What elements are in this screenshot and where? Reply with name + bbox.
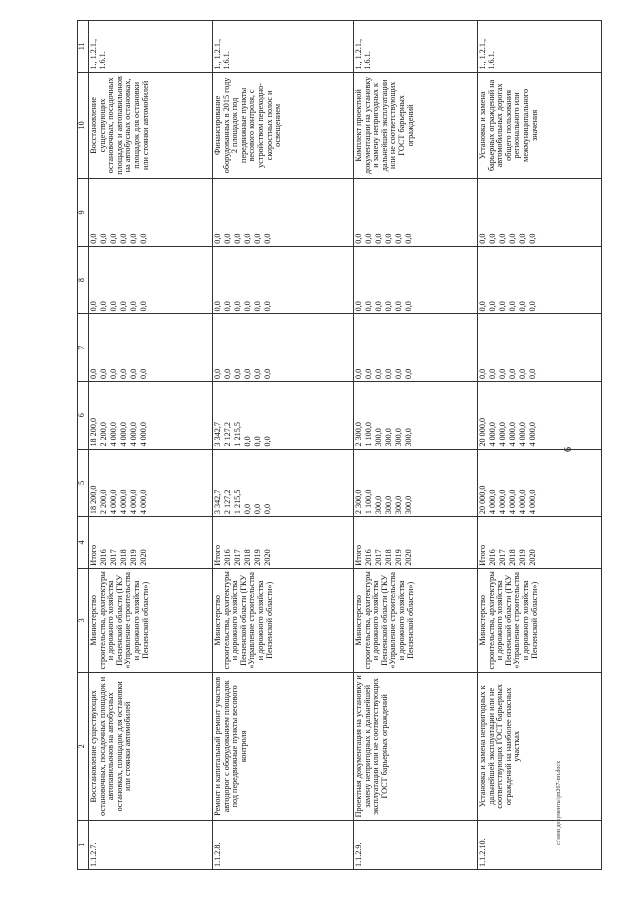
- row-col5: [89, 449, 213, 517]
- row-years-value: 2020: [139, 549, 148, 566]
- row-col7-value: 0,0: [233, 368, 243, 379]
- header-cell: 2: [78, 672, 89, 820]
- row-col9-value: 0,0: [139, 233, 148, 244]
- row-code: 1.1.2.7.: [89, 820, 213, 869]
- row-col5-value: 0,0: [253, 503, 263, 515]
- row-col8-value: 0,0: [89, 301, 98, 312]
- row-years-value: 2019: [129, 549, 138, 566]
- row-col6-value: 3 342,7: [213, 421, 223, 447]
- header-row: [78, 21, 89, 870]
- row-col9-value: 0,0: [477, 233, 487, 244]
- row-years-value: Итого: [89, 544, 98, 566]
- row-years-value: 2016: [487, 549, 497, 566]
- row-col6-value: 4 000,0: [119, 421, 128, 447]
- row-col5-value: 4 000,0: [109, 489, 118, 515]
- row-col7-value: 0,0: [363, 368, 373, 379]
- row-col7-value: 0,0: [263, 368, 273, 379]
- row-col7-value: 0,0: [517, 368, 527, 379]
- row-col6-value: 0,0: [263, 436, 273, 447]
- row-col5-value: 4 000,0: [139, 489, 148, 515]
- row-col9-value: 0,0: [373, 233, 383, 244]
- row-col7-value: 0,0: [243, 368, 253, 379]
- row-years-value: 2019: [517, 549, 527, 566]
- row-col8-value: 0,0: [507, 301, 517, 312]
- row-col5-value: 2 127,2: [223, 489, 233, 515]
- row-activity-name: Установка и замена непригодных к дальнейшей эксплуатации или не соответствующих ГОСТ барьерных ограждений на наиболее опасных участках: [477, 672, 601, 820]
- row-col8-value: 0,0: [213, 301, 223, 312]
- row-col9-value: 0,0: [383, 233, 393, 244]
- row-col6-value: 18 200,0: [89, 417, 98, 447]
- row-executor: Министерство строительства, архитектуры и дорожного хозяйства Пензенской области (ГКУ «Управление строительства и дорожного хозяйства Пензенской области»): [477, 568, 601, 672]
- row-years: [477, 517, 601, 569]
- row-col8: [89, 246, 213, 314]
- row-col7-value: 0,0: [507, 368, 517, 379]
- row-col9-value: 0,0: [263, 233, 273, 244]
- row-years-value: 2016: [223, 549, 233, 566]
- row-col5-value: 2 200,0: [99, 489, 108, 515]
- header-cell: 7: [78, 314, 89, 382]
- row-col6-value: 0,0: [253, 436, 263, 447]
- row-years-value: Итого: [477, 544, 487, 566]
- row-col6-value: 1 100,0: [363, 421, 373, 447]
- table-body: [89, 21, 602, 870]
- row-col5-value: 4 000,0: [129, 489, 138, 515]
- row-reference: 1., 1.2.1., 1.6.1.: [353, 21, 477, 73]
- header-cell: 1: [78, 820, 89, 869]
- row-col6-value: 4 000,0: [497, 421, 507, 447]
- row-years-value: 2019: [253, 549, 263, 566]
- row-code: 1.1.2.9.: [353, 820, 477, 869]
- row-activity-name: Проектная документация на установку и замену непригодных к дальнейшей эксплуатации или не соответствующих ГОСТ барьерных ограждений: [353, 672, 477, 820]
- row-years-value: 2018: [383, 549, 393, 566]
- row-col5-value: 0,0: [263, 503, 273, 515]
- row-col8-value: 0,0: [233, 301, 243, 312]
- row-col7-value: 0,0: [223, 368, 233, 379]
- header-cell: 6: [78, 381, 89, 449]
- row-executor: Министерство строительства, архитектуры и дорожного хозяйства Пензенской области (ГКУ «Управление строительства и дорожного хозяйства Пензенской области»): [89, 568, 213, 672]
- row-col7-value: 0,0: [477, 368, 487, 379]
- row-col9: [213, 179, 354, 247]
- row-col7-value: 0,0: [527, 368, 537, 379]
- row-result: Финансирование оборудованных в 2015 году 2 площадок под передвижные пункты весового контроля, с устройством переходно-скоростных полос и освещением: [213, 72, 354, 179]
- row-col9-value: 0,0: [243, 233, 253, 244]
- row-years: [213, 517, 354, 569]
- row-col5-value: 4 000,0: [487, 489, 497, 515]
- row-years-value: 2020: [527, 549, 537, 566]
- row-col5-value: 4 000,0: [507, 489, 517, 515]
- row-col8-value: 0,0: [353, 301, 363, 312]
- page-number: 6: [563, 447, 574, 452]
- row-years-value: 2016: [99, 549, 108, 566]
- row-col9-value: 0,0: [403, 233, 413, 244]
- header-cell: 8: [78, 246, 89, 314]
- row-col9-value: 0,0: [233, 233, 243, 244]
- row-result: Комплект проектной документации на установку и замену непригодных к дальнейшей эксплуатации или не соответствующих ГОСТ барьерных ограждений: [353, 72, 477, 179]
- row-col6-value: 0,0: [243, 436, 253, 447]
- row-col8-value: 0,0: [403, 301, 413, 312]
- row-col6: [89, 381, 213, 449]
- row-col8: [213, 246, 354, 314]
- row-years-value: 2018: [119, 549, 128, 566]
- row-col6-value: 300,0: [373, 428, 383, 447]
- row-years: [89, 517, 213, 569]
- row-col8-value: 0,0: [363, 301, 373, 312]
- row-col6-value: 1 215,5: [233, 421, 243, 447]
- row-col6: [477, 381, 601, 449]
- row-col7-value: 0,0: [139, 368, 148, 379]
- row-col6-value: 300,0: [403, 428, 413, 447]
- row-col5-value: 4 000,0: [497, 489, 507, 515]
- row-col7: [353, 314, 477, 382]
- row-col5-value: 300,0: [403, 495, 413, 515]
- row-col8-value: 0,0: [497, 301, 507, 312]
- row-col8-value: 0,0: [223, 301, 233, 312]
- header-cell: 11: [78, 21, 89, 73]
- row-years-value: 2016: [363, 549, 373, 566]
- row-years-value: 2018: [243, 549, 253, 566]
- row-col7-value: 0,0: [253, 368, 263, 379]
- row-years-value: Итого: [353, 544, 363, 566]
- row-col8-value: 0,0: [243, 301, 253, 312]
- row-col9-value: 0,0: [507, 233, 517, 244]
- row-col9-value: 0,0: [119, 233, 128, 244]
- row-col6-value: 300,0: [393, 428, 403, 447]
- row-col5-value: 4 000,0: [517, 489, 527, 515]
- row-col6-value: 2 127,2: [223, 421, 233, 447]
- row-col7-value: 0,0: [89, 368, 98, 379]
- row-years-value: 2019: [393, 549, 403, 566]
- row-col5-value: 1 100,0: [363, 489, 373, 515]
- row-years-value: Итого: [213, 544, 223, 566]
- row-col9-value: 0,0: [393, 233, 403, 244]
- row-col8: [353, 246, 477, 314]
- row-col6-value: 4 000,0: [507, 421, 517, 447]
- row-col9-value: 0,0: [89, 233, 98, 244]
- row-code: 1.1.2.8.: [213, 820, 354, 869]
- row-col7-value: 0,0: [99, 368, 108, 379]
- row-col5-value: 2 300,0: [353, 489, 363, 515]
- row-col8-value: 0,0: [139, 301, 148, 312]
- row-col7-value: 0,0: [353, 368, 363, 379]
- row-years-value: 2018: [507, 549, 517, 566]
- row-col8-value: 0,0: [253, 301, 263, 312]
- row-col7-value: 0,0: [393, 368, 403, 379]
- row-col9: [477, 179, 601, 247]
- row-col6: [213, 381, 354, 449]
- row-years: [353, 517, 477, 569]
- header-cell: 4: [78, 517, 89, 569]
- row-col9-value: 0,0: [253, 233, 263, 244]
- row-col7: [477, 314, 601, 382]
- row-col5-value: 18 200,0: [89, 485, 98, 515]
- row-col8-value: 0,0: [517, 301, 527, 312]
- row-col7: [213, 314, 354, 382]
- row-col9-value: 0,0: [213, 233, 223, 244]
- header-cell: 5: [78, 449, 89, 517]
- table-row: [213, 21, 354, 870]
- row-col9-value: 0,0: [223, 233, 233, 244]
- row-col8-value: 0,0: [119, 301, 128, 312]
- row-years-value: 2017: [373, 549, 383, 566]
- row-reference: 1., 1.2.1., 1.6.1.: [89, 21, 213, 73]
- row-executor: Министерство строительства, архитектуры и дорожного хозяйства Пензенской области (ГКУ «Управление строительства и дорожного хозяйства Пензенской области»): [353, 568, 477, 672]
- row-col5-value: 300,0: [393, 495, 403, 515]
- row-col9-value: 0,0: [517, 233, 527, 244]
- row-col5-value: 0,0: [243, 503, 253, 515]
- row-col8-value: 0,0: [383, 301, 393, 312]
- row-col7-value: 0,0: [383, 368, 393, 379]
- row-col9-value: 0,0: [129, 233, 138, 244]
- row-col7-value: 0,0: [497, 368, 507, 379]
- row-years-value: 2017: [233, 549, 243, 566]
- row-years-value: 2017: [109, 549, 118, 566]
- row-col5: [477, 449, 601, 517]
- row-col8: [477, 246, 601, 314]
- row-col8-value: 0,0: [99, 301, 108, 312]
- row-col6-value: 20 000,0: [477, 417, 487, 447]
- row-reference: 1., 1.2.1., 1.6.1.: [477, 21, 601, 73]
- row-col6-value: 4 000,0: [139, 421, 148, 447]
- row-col8-value: 0,0: [109, 301, 118, 312]
- row-col5: [353, 449, 477, 517]
- row-col9-value: 0,0: [487, 233, 497, 244]
- row-executor: Министерство строительства, архитектуры и дорожного хозяйства Пензенской области (ГКУ «Управление строительства и дорожного хозяйства Пензенской области»): [213, 568, 354, 672]
- row-result: Установка и замена барьерных ограждений на автомобильных дорогах общего пользования регионального или межмуниципального значения: [477, 72, 601, 179]
- program-table: [77, 20, 602, 870]
- row-result: Восстановление существующих остановочных, посадочных площадок и автопавильонов на автобусных остановках, площадок для остановки или стоянки автомобилей: [89, 72, 213, 179]
- row-col8-value: 0,0: [527, 301, 537, 312]
- table-row: [89, 21, 213, 870]
- row-col6-value: 4 000,0: [517, 421, 527, 447]
- row-col6-value: 4 000,0: [109, 421, 118, 447]
- row-col9-value: 0,0: [497, 233, 507, 244]
- row-years-value: 2017: [497, 549, 507, 566]
- table-row: [353, 21, 477, 870]
- row-col9-value: 0,0: [527, 233, 537, 244]
- row-col7-value: 0,0: [403, 368, 413, 379]
- row-col5-value: 4 000,0: [527, 489, 537, 515]
- row-col5-value: 300,0: [373, 495, 383, 515]
- row-activity-name: Восстановление существующих остановочных, посадочных площадок и автопавильонов на автобусных остановках, площадок для остановки или стоянки автомобилей: [89, 672, 213, 820]
- file-path-footer: c:\мои документы\рп267-пп.docx: [556, 760, 562, 845]
- row-col6-value: 4 000,0: [129, 421, 138, 447]
- row-col7-value: 0,0: [373, 368, 383, 379]
- row-col8-value: 0,0: [477, 301, 487, 312]
- row-col6-value: 2 200,0: [99, 421, 108, 447]
- row-col9: [353, 179, 477, 247]
- row-years-value: 2020: [263, 549, 273, 566]
- table-row: [477, 21, 601, 870]
- row-col9-value: 0,0: [353, 233, 363, 244]
- row-col9-value: 0,0: [363, 233, 373, 244]
- row-col8-value: 0,0: [263, 301, 273, 312]
- row-col5: [213, 449, 354, 517]
- row-col7: [89, 314, 213, 382]
- row-col5-value: 4 000,0: [119, 489, 128, 515]
- row-col8-value: 0,0: [373, 301, 383, 312]
- header-cell: 10: [78, 72, 89, 179]
- row-activity-name: Ремонт и капитальный ремонт участков автодорог с оборудованием площадок под передвижные пункты весового контроля: [213, 672, 354, 820]
- row-col6-value: 300,0: [383, 428, 393, 447]
- row-col5-value: 300,0: [383, 495, 393, 515]
- row-col7-value: 0,0: [119, 368, 128, 379]
- row-reference: 1., 1.2.1., 1.6.1.: [213, 21, 354, 73]
- row-col8-value: 0,0: [393, 301, 403, 312]
- row-col5-value: 1 215,5: [233, 489, 243, 515]
- row-col7-value: 0,0: [129, 368, 138, 379]
- row-col6-value: 4 000,0: [527, 421, 537, 447]
- row-col7-value: 0,0: [213, 368, 223, 379]
- row-col9-value: 0,0: [109, 233, 118, 244]
- row-col7-value: 0,0: [109, 368, 118, 379]
- row-col5-value: 3 342,7: [213, 489, 223, 515]
- header-cell: 3: [78, 568, 89, 672]
- document-sheet: [77, 20, 602, 870]
- row-col8-value: 0,0: [129, 301, 138, 312]
- row-col6: [353, 381, 477, 449]
- row-code: 1.1.2.10.: [477, 820, 601, 869]
- row-col6-value: 4 000,0: [487, 421, 497, 447]
- header-cell: 9: [78, 179, 89, 247]
- row-col9: [89, 179, 213, 247]
- row-years-value: 2020: [403, 549, 413, 566]
- row-col8-value: 0,0: [487, 301, 497, 312]
- row-col5-value: 20 000,0: [477, 485, 487, 515]
- row-col6-value: 2 300,0: [353, 421, 363, 447]
- row-col9-value: 0,0: [99, 233, 108, 244]
- row-col7-value: 0,0: [487, 368, 497, 379]
